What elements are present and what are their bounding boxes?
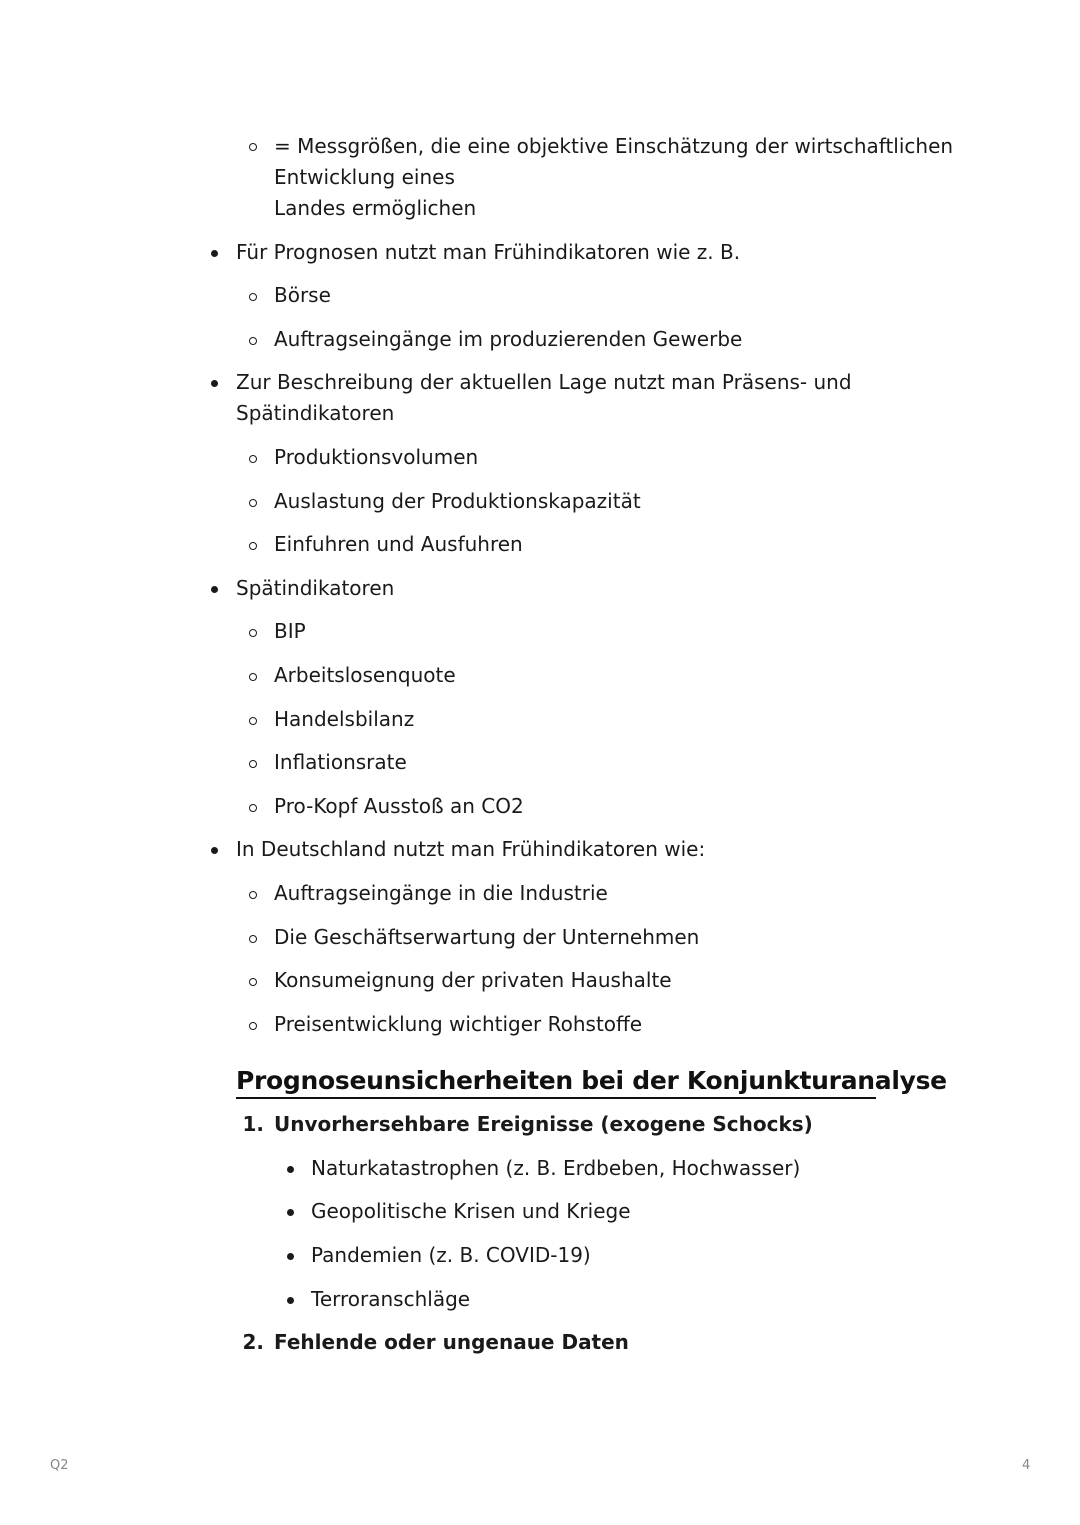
intro-line: = Messgrößen, die eine objektive Einschätzung der wirtschaftlichen bbox=[274, 134, 954, 158]
section-title: Spätindikatoren bbox=[236, 401, 395, 425]
circle-bullet-icon bbox=[249, 804, 257, 812]
list-item: Handelsbilanz bbox=[274, 707, 415, 731]
numbered-item-title: Fehlende oder ungenaue Daten bbox=[274, 1330, 629, 1354]
bullet-icon bbox=[211, 847, 218, 854]
section-title: Spätindikatoren bbox=[236, 576, 395, 600]
circle-bullet-icon bbox=[249, 629, 257, 637]
list-item: Arbeitslosenquote bbox=[274, 663, 456, 687]
list-item: Pro-Kopf Ausstoß an CO2 bbox=[274, 794, 524, 818]
list-item: Auslastung der Produktionskapazität bbox=[274, 489, 641, 513]
list-item: Geopolitische Krisen und Kriege bbox=[311, 1199, 631, 1223]
list-item: Inflationsrate bbox=[274, 750, 407, 774]
bullet-icon bbox=[287, 1166, 294, 1173]
heading-underline bbox=[236, 1097, 876, 1099]
intro-line: Entwicklung eines bbox=[274, 165, 455, 189]
circle-bullet-icon bbox=[249, 143, 257, 151]
circle-bullet-icon bbox=[249, 978, 257, 986]
bullet-icon bbox=[287, 1253, 294, 1260]
list-item: Naturkatastrophen (z. B. Erdbeben, Hochwasser) bbox=[311, 1156, 801, 1180]
circle-bullet-icon bbox=[249, 542, 257, 550]
list-number: 1. bbox=[242, 1112, 264, 1136]
list-item: BIP bbox=[274, 619, 306, 643]
circle-bullet-icon bbox=[249, 455, 257, 463]
circle-bullet-icon bbox=[249, 935, 257, 943]
list-item: Einfuhren und Ausfuhren bbox=[274, 532, 523, 556]
section-title: Zur Beschreibung der aktuellen Lage nutzt man Präsens- und bbox=[236, 370, 852, 394]
numbered-item-title: Unvorhersehbare Ereignisse (exogene Schocks) bbox=[274, 1112, 813, 1136]
list-item: Die Geschäftserwartung der Unternehmen bbox=[274, 925, 700, 949]
circle-bullet-icon bbox=[249, 499, 257, 507]
circle-bullet-icon bbox=[249, 673, 257, 681]
list-item: Konsumeignung der privaten Haushalte bbox=[274, 968, 672, 992]
list-item: Börse bbox=[274, 283, 331, 307]
circle-bullet-icon bbox=[249, 337, 257, 345]
list-item: Pandemien (z. B. COVID-19) bbox=[311, 1243, 591, 1267]
list-item: Produktionsvolumen bbox=[274, 445, 479, 469]
section-title: Für Prognosen nutzt man Frühindikatoren wie z. B. bbox=[236, 240, 741, 264]
list-item: Auftragseingänge im produzierenden Gewerbe bbox=[274, 327, 743, 351]
list-number: 2. bbox=[242, 1330, 264, 1354]
intro-line: Landes ermöglichen bbox=[274, 196, 477, 220]
circle-bullet-icon bbox=[249, 760, 257, 768]
page-number: 4 bbox=[1022, 1458, 1031, 1473]
bullet-icon bbox=[287, 1297, 294, 1304]
section-heading: Prognoseunsicherheiten bei der Konjunkturanalyse bbox=[236, 1066, 947, 1095]
bullet-icon bbox=[287, 1209, 294, 1216]
circle-bullet-icon bbox=[249, 293, 257, 301]
footer-label: Q2 bbox=[50, 1458, 69, 1473]
circle-bullet-icon bbox=[249, 717, 257, 725]
bullet-icon bbox=[211, 586, 218, 593]
bullet-icon bbox=[211, 380, 218, 387]
circle-bullet-icon bbox=[249, 891, 257, 899]
list-item: Preisentwicklung wichtiger Rohstoffe bbox=[274, 1012, 643, 1036]
bullet-icon bbox=[211, 250, 218, 257]
list-item: Terroranschläge bbox=[311, 1287, 471, 1311]
section-title: In Deutschland nutzt man Frühindikatoren wie: bbox=[236, 837, 706, 861]
circle-bullet-icon bbox=[249, 1022, 257, 1030]
list-item: Auftragseingänge in die Industrie bbox=[274, 881, 608, 905]
